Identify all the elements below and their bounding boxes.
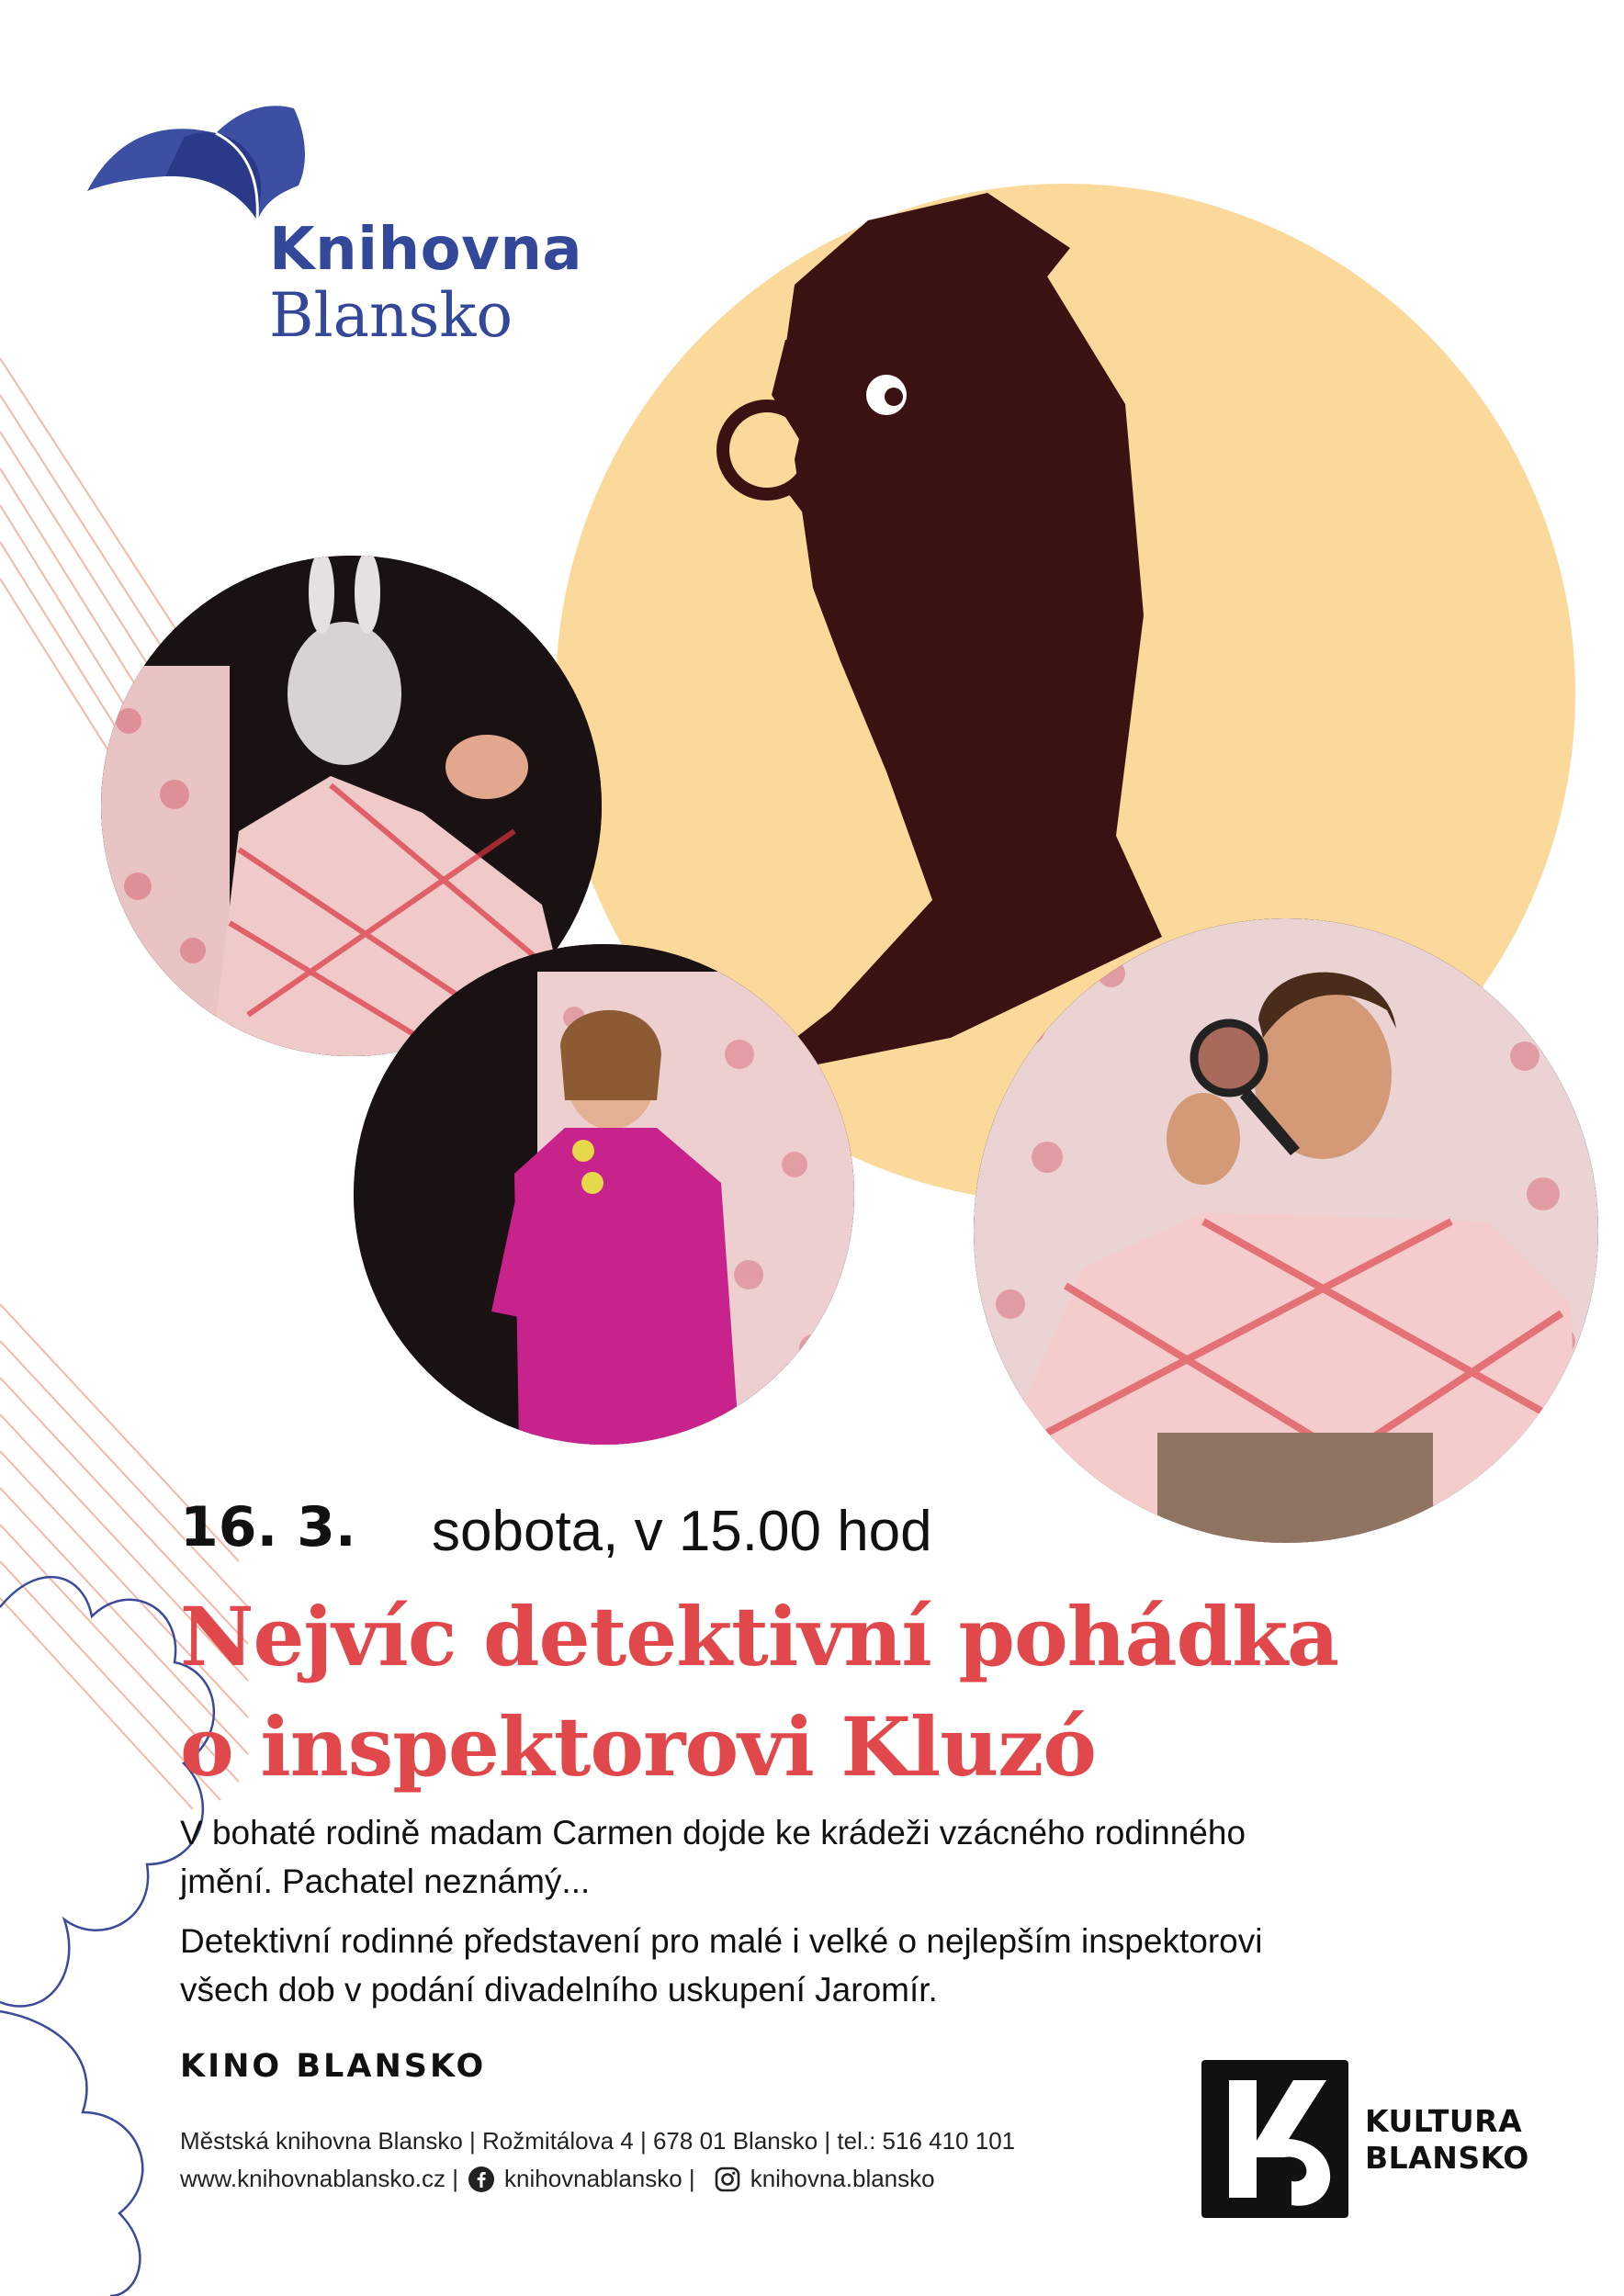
sponsor-name-line1: KULTURA xyxy=(1365,2103,1523,2139)
inspector-magnifier-photo xyxy=(974,918,1598,1543)
website-link[interactable]: www.knihovnablansko.cz | xyxy=(180,2165,459,2192)
kultura-blansko-logo-icon xyxy=(1201,2060,1348,2218)
actress-telephone-photo xyxy=(354,944,854,1445)
facebook-link[interactable]: knihovnablansko | xyxy=(504,2165,695,2192)
event-time: sobota, v 15.00 hod xyxy=(432,1500,932,1563)
event-title-line1: Nejvíc detektivní pohádka xyxy=(180,1589,1339,1684)
logo-title-line2: Blansko xyxy=(269,280,513,351)
facebook-icon xyxy=(468,2166,495,2193)
event-date: 16. 3. xyxy=(180,1495,356,1559)
description-line: V bohaté rodině madam Carmen dojde ke krádeži vzácného rodinného xyxy=(180,1814,1246,1851)
venue-name: KINO BLANSKO xyxy=(180,2048,487,2085)
footer-contacts xyxy=(180,2165,935,2193)
event-title-line2: o inspektorovi Kluzó xyxy=(180,1699,1096,1795)
logo-title-line1: Knihovna xyxy=(269,216,583,284)
description-line: Detektivní rodinné představení pro malé i velké o nejlepším inspektorovi xyxy=(180,1922,1263,1960)
description-line: všech dob v podání divadelního uskupení Jaromír. xyxy=(180,1971,938,2009)
book-logo-icon xyxy=(78,83,326,230)
footer-address: Městská knihovna Blansko | Rožmitálova 4 | 678 01 Blansko | tel.: 516 410 101 xyxy=(180,2127,1016,2155)
instagram-link[interactable]: knihovna.blansko xyxy=(750,2165,935,2192)
description-line: jmění. Pachatel neznámý... xyxy=(180,1863,591,1900)
sponsor-name-line2: BLANSKO xyxy=(1365,2140,1529,2176)
instagram-icon xyxy=(714,2166,741,2193)
